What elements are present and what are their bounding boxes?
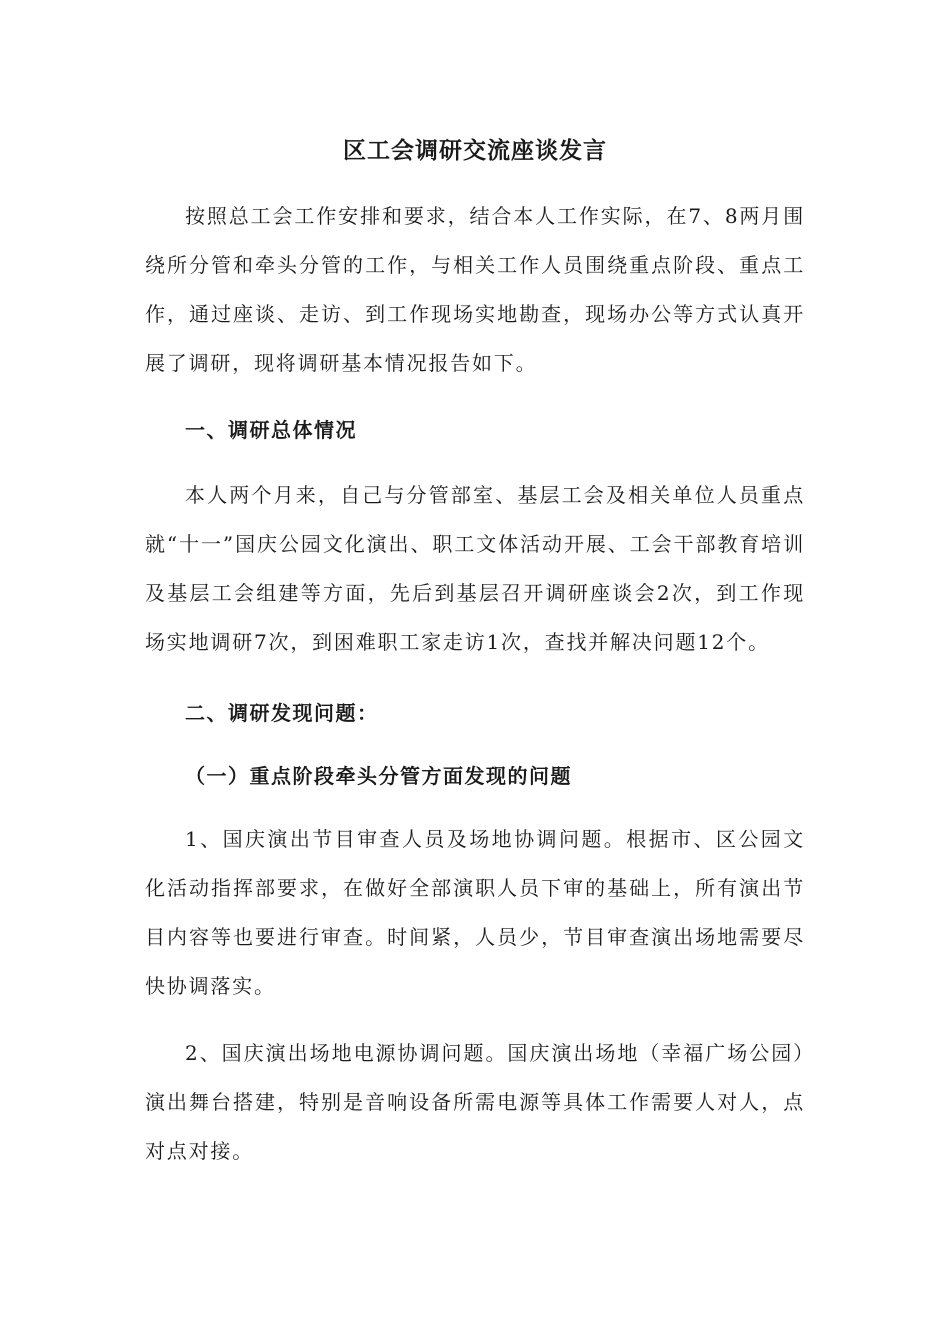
document-body bbox=[145, 128, 805, 1176]
section-1-paragraph: 本人两个月来，自己与分管部室、基层工会及相关单位人员重点就“十一”国庆公园文化演出、职工文体活动开展、工会干部教育培训及基层工会组建等方面，先后到基层召开调研座谈会2次，到工作现场实地调研7次，到困难职工家走访1次，查找并解决问题12个。 bbox=[145, 483, 805, 654]
intro-paragraph: 按照总工会工作安排和要求，结合本人工作实际，在7、8两月围绕所分管和牵头分管的工作，与相关工作人员围绕重点阶段、重点工作，通过座谈、走访、到工作现场实地勘查，现场办公等方式认真开展了调研，现将调研基本情况报告如下。 bbox=[145, 204, 805, 375]
problem-item-2: 2、国庆演出场地电源协调问题。国庆演出场地（幸福广场公园）演出舞台搭建，特别是音响设备所需电源等具体工作需要人对人，点对点对接。 bbox=[145, 1041, 805, 1163]
document-title: 区工会调研交流座谈发言 bbox=[343, 137, 607, 164]
section-1-heading: 一、调研总体情况 bbox=[185, 418, 357, 442]
section-2-heading: 二、调研发现问题： bbox=[185, 701, 379, 725]
paragraph-spacer bbox=[145, 1011, 805, 1029]
section-2-subheading: （一）重点阶段牵头分管方面发现的问题 bbox=[185, 764, 572, 788]
problem-item-1: 1、国庆演出节目审查人员及场地协调问题。根据市、区公园文化活动指挥部要求，在做好全部演职人员下审的基础上，所有演出节目内容等也要进行审查。时间紧，人员少，节目审查演出场地需要尽快协调落实。 bbox=[145, 827, 805, 998]
